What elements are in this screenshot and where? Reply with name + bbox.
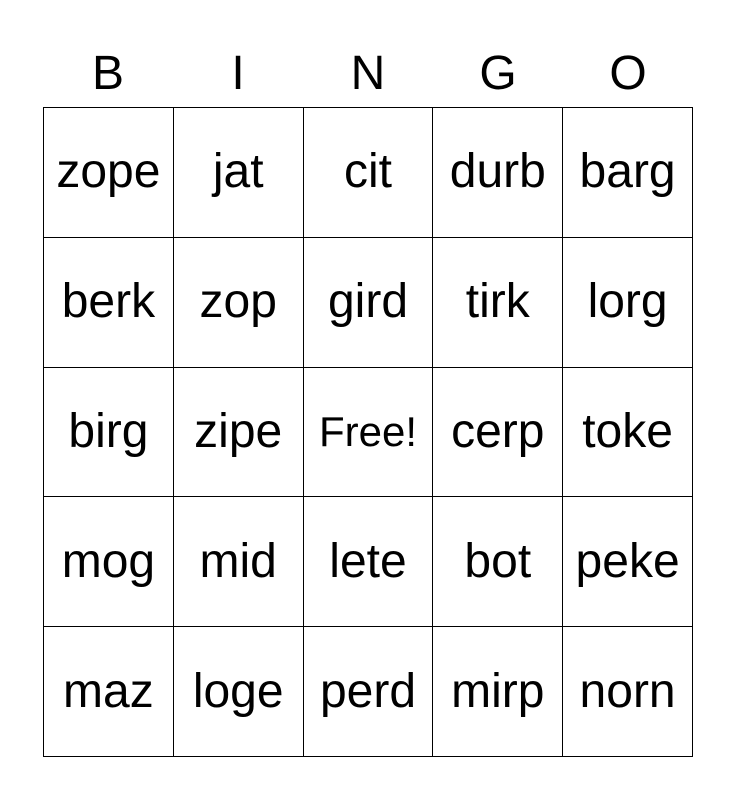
bingo-cell-r5-c2[interactable]: loge — [174, 627, 304, 757]
bingo-cell-r2-c5[interactable]: lorg — [563, 238, 693, 368]
bingo-cell-r3-c4[interactable]: cerp — [433, 368, 563, 498]
header-letter-g: G — [479, 47, 517, 100]
bingo-cell-r5-c3[interactable]: perd — [304, 627, 434, 757]
bingo-cell-r2-c3[interactable]: gird — [304, 238, 434, 368]
bingo-cell-r4-c1[interactable]: mog — [44, 497, 174, 627]
bingo-cell-r5-c4[interactable]: mirp — [433, 627, 563, 757]
bingo-header — [43, 42, 693, 106]
header-letter-n: N — [350, 47, 386, 100]
bingo-cell-r1-c2[interactable]: jat — [174, 108, 304, 238]
bingo-cell-r3-c1[interactable]: birg — [44, 368, 174, 498]
bingo-cell-r3-c2[interactable]: zipe — [174, 368, 304, 498]
bingo-cell-r4-c2[interactable]: mid — [174, 497, 304, 627]
bingo-cell-r4-c4[interactable]: bot — [433, 497, 563, 627]
bingo-cell-r4-c3[interactable]: lete — [304, 497, 434, 627]
bingo-cell-r1-c3[interactable]: cit — [304, 108, 434, 238]
bingo-cell-r1-c5[interactable]: barg — [563, 108, 693, 238]
bingo-cell-r5-c5[interactable]: norn — [563, 627, 693, 757]
bingo-cell-r1-c4[interactable]: durb — [433, 108, 563, 238]
bingo-cell-r1-c1[interactable]: zope — [44, 108, 174, 238]
bingo-cell-r4-c5[interactable]: peke — [563, 497, 693, 627]
bingo-grid — [43, 107, 693, 757]
bingo-cell-r5-c1[interactable]: maz — [44, 627, 174, 757]
bingo-cell-r3-c5[interactable]: toke — [563, 368, 693, 498]
header-letter-o: O — [609, 47, 647, 100]
free-space-cell[interactable]: Free! — [304, 368, 434, 498]
header-letter-b: B — [91, 47, 124, 100]
bingo-cell-r2-c1[interactable]: berk — [44, 238, 174, 368]
bingo-cell-r2-c2[interactable]: zop — [174, 238, 304, 368]
bingo-cell-r2-c4[interactable]: tirk — [433, 238, 563, 368]
header-letter-i: I — [231, 47, 245, 100]
